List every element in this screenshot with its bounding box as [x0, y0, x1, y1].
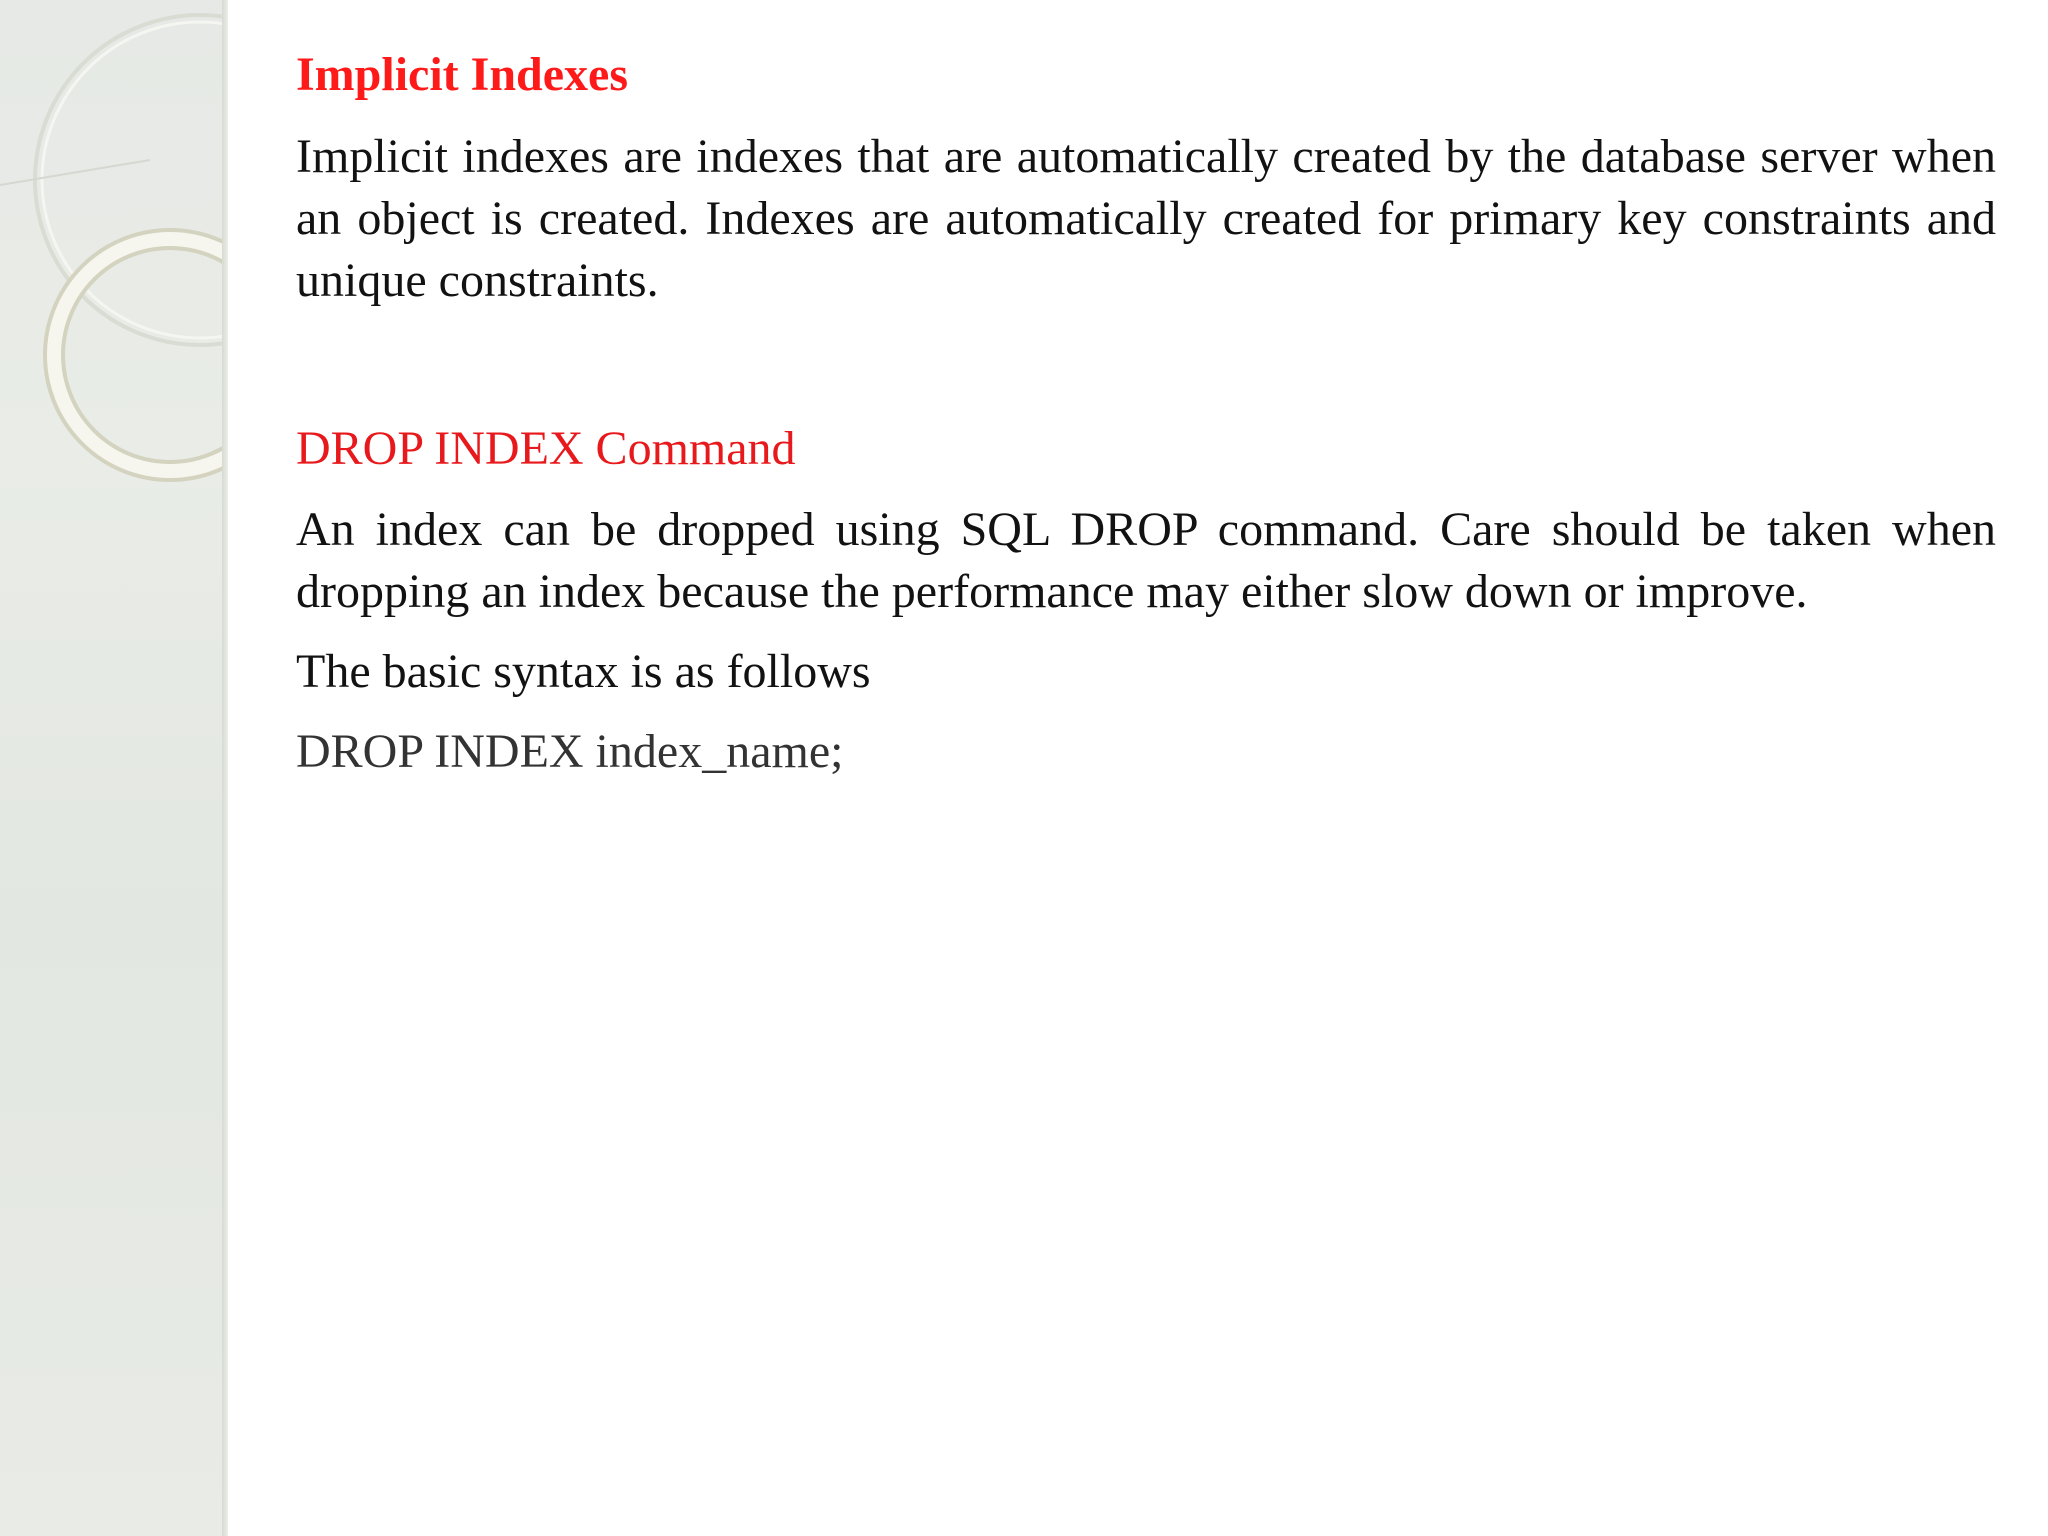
paragraph-syntax-intro: The basic syntax is as follows	[296, 645, 871, 699]
section-spacer	[296, 330, 1996, 420]
heading-drop-index-command: DROP INDEX Command	[296, 421, 796, 475]
decorative-rings-graphic	[0, 0, 228, 520]
decorative-sidebar	[0, 0, 228, 1536]
slide-content	[296, 46, 1996, 783]
paragraph-implicit-indexes: Implicit indexes are indexes that are automatically created by the database server when an object is created. Indexes are automatically created for primary key constraints and unique constraints.	[296, 129, 1996, 307]
sidebar-edge-divider	[222, 0, 228, 1536]
paragraph-drop-index: An index can be dropped using SQL DROP command. Care should be taken when dropping an index because the performance may either slow down or improve.	[296, 503, 1996, 619]
heading-implicit-indexes: Implicit Indexes	[296, 48, 629, 101]
syntax-code-line: DROP INDEX index_name;	[296, 725, 844, 779]
